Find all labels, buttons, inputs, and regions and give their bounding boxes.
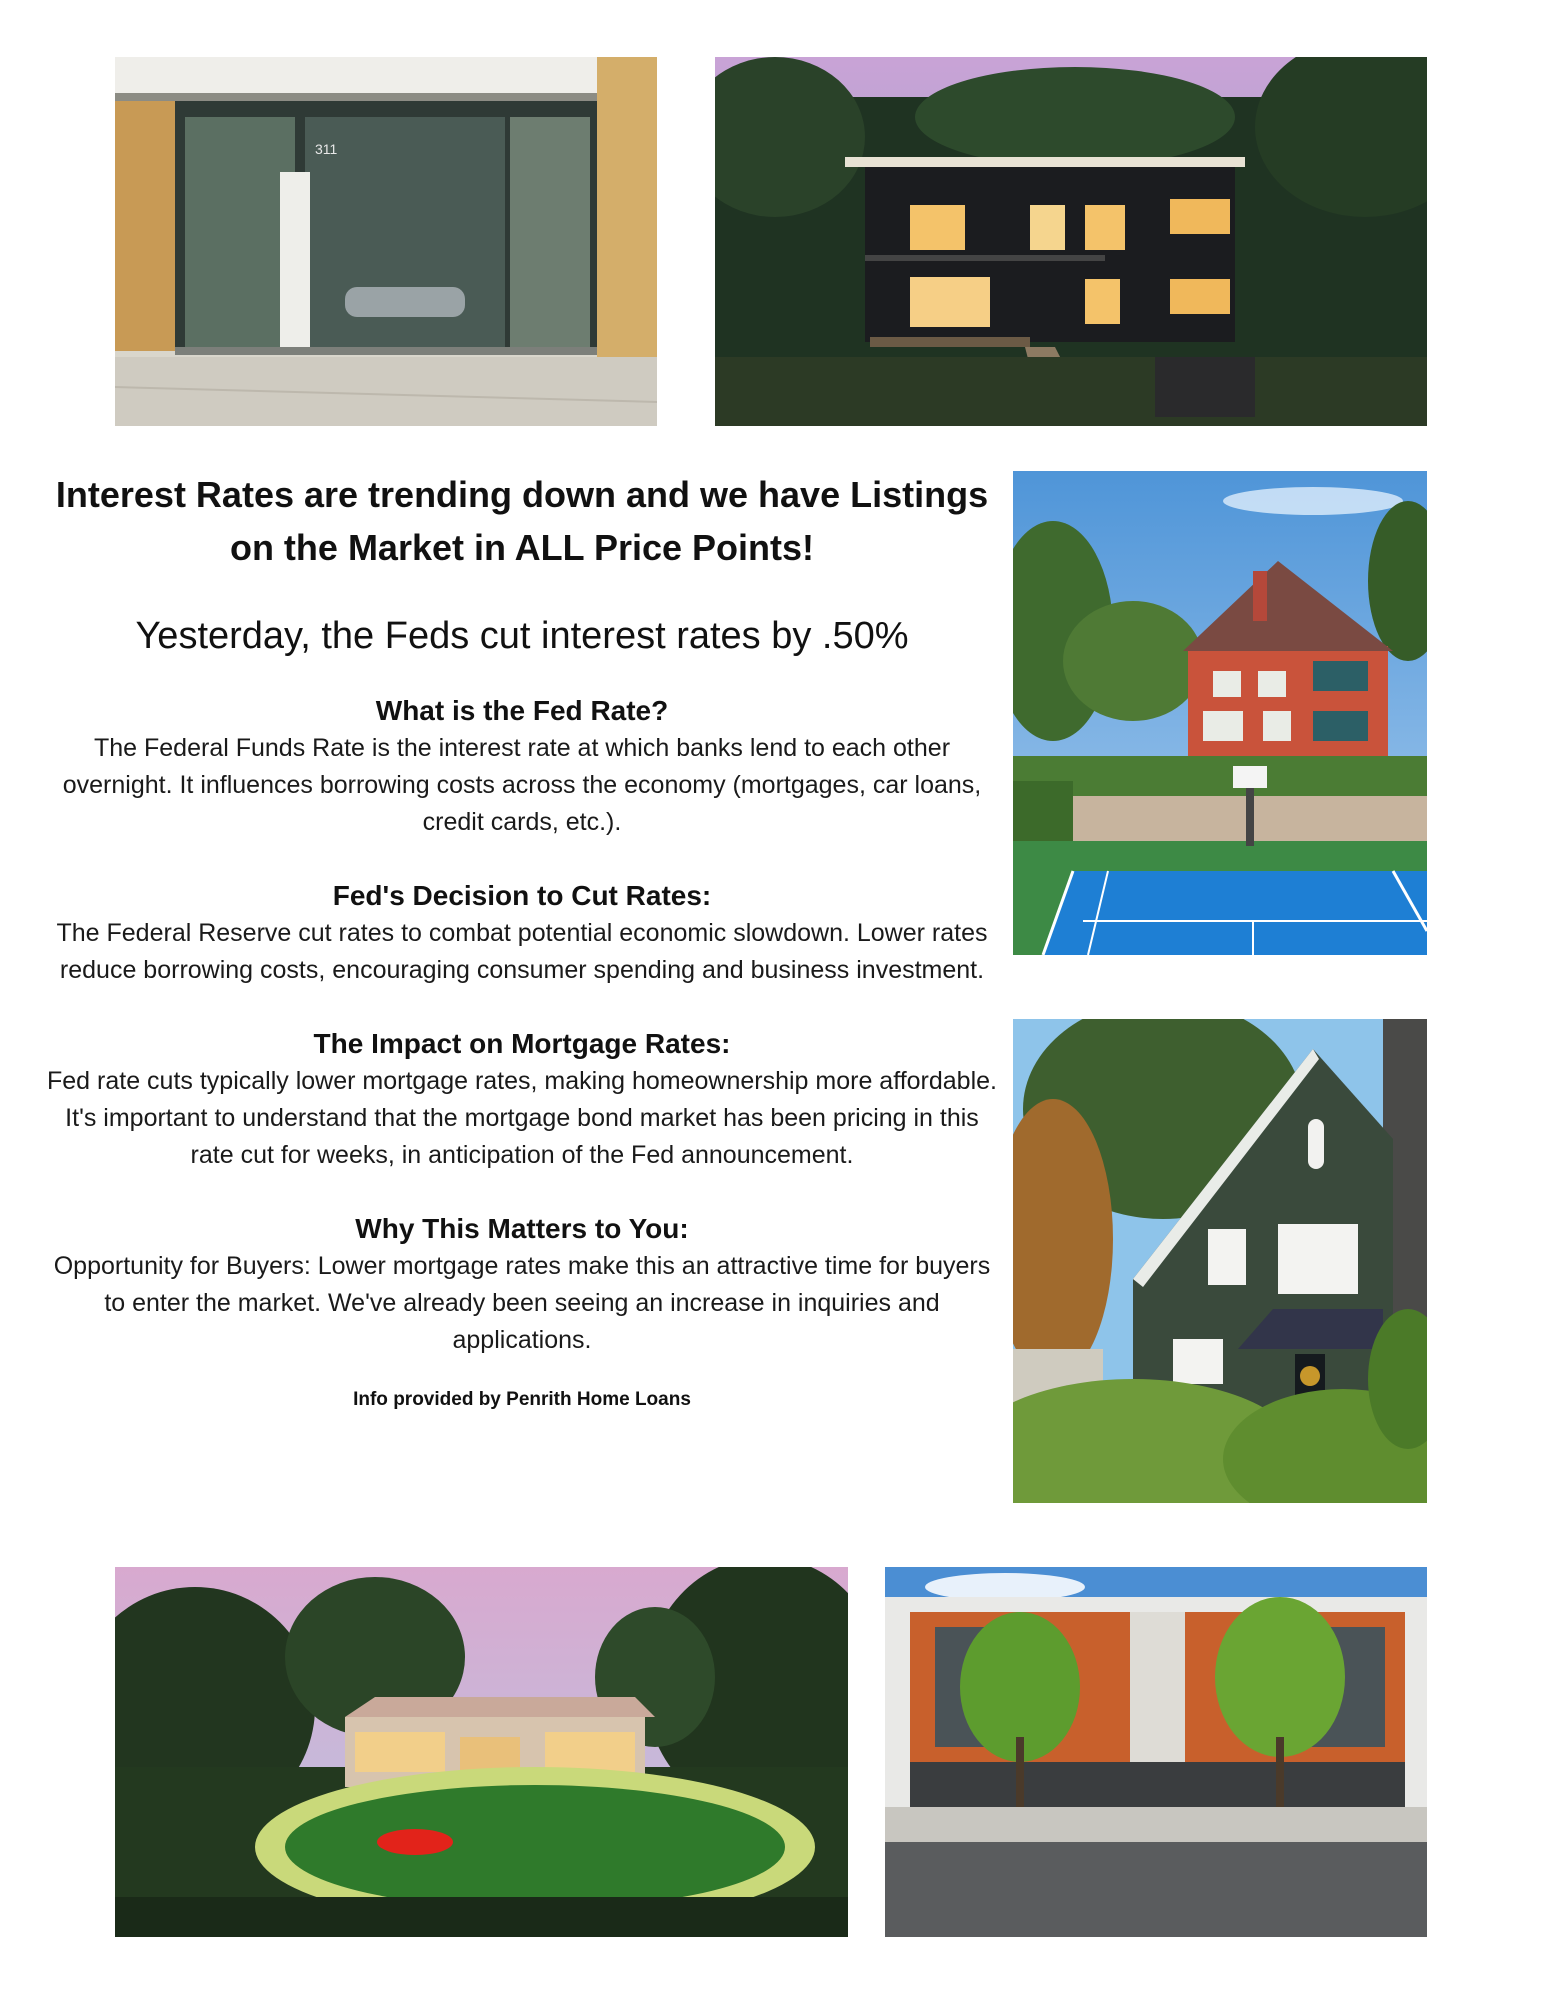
section-body: Fed rate cuts typically lower mortgage rates, making homeownership more affordable. It's important to understand that the mortgage bond market has been pricing in this rate cut for weeks, in anticipation of the Fed announcement.	[47, 1067, 997, 1169]
green-cottage-illustration	[1013, 1019, 1427, 1503]
info-sections	[44, 692, 1000, 1359]
section-what-is-fed-rate	[44, 692, 1000, 841]
photo-green-cottage	[1013, 1019, 1427, 1503]
photo-modern-townhomes	[885, 1567, 1427, 1937]
modern-house-illustration	[715, 57, 1427, 426]
section-mortgage-impact	[44, 1025, 1000, 1174]
storefront-address-number: 311	[315, 141, 338, 157]
photo-storefront-building	[115, 57, 657, 426]
section-title: What is the Fed Rate?	[375, 695, 669, 726]
subheadline: Yesterday, the Feds cut interest rates by .50%	[135, 615, 909, 657]
credit-line: Info provided by Penrith Home Loans	[353, 1389, 691, 1410]
section-body: Opportunity for Buyers: Lower mortgage rates make this an attractive time for buyers to enter the market. We've already been seeing an increase in inquiries and applications.	[53, 1252, 991, 1354]
headline: Interest Rates are trending down and we have Listings on the Market in ALL Price Points!	[55, 474, 989, 568]
section-body: The Federal Reserve cut rates to combat potential economic slowdown. Lower rates reduce borrowing costs, encouraging consumer spending and business investment.	[56, 919, 988, 984]
photo-modern-house-dusk	[715, 57, 1427, 426]
ranch-house-illustration	[115, 1567, 848, 1937]
photo-brick-estate-tennis	[1013, 471, 1427, 955]
section-title: Why This Matters to You:	[355, 1213, 689, 1244]
section-why-it-matters	[44, 1210, 1000, 1359]
townhomes-illustration	[885, 1567, 1427, 1937]
section-body: The Federal Funds Rate is the interest rate at which banks lend to each other overnight. It influences borrowing costs across the economy (mortgages, car loans, credit cards, etc.).	[62, 734, 982, 836]
article-content	[44, 468, 1000, 1413]
section-fed-decision	[44, 877, 1000, 989]
photo-ranch-house-garden	[115, 1567, 848, 1937]
brick-estate-illustration	[1013, 471, 1427, 955]
section-title: Fed's Decision to Cut Rates:	[332, 880, 712, 911]
section-title: The Impact on Mortgage Rates:	[313, 1028, 731, 1059]
storefront-illustration	[115, 57, 657, 426]
